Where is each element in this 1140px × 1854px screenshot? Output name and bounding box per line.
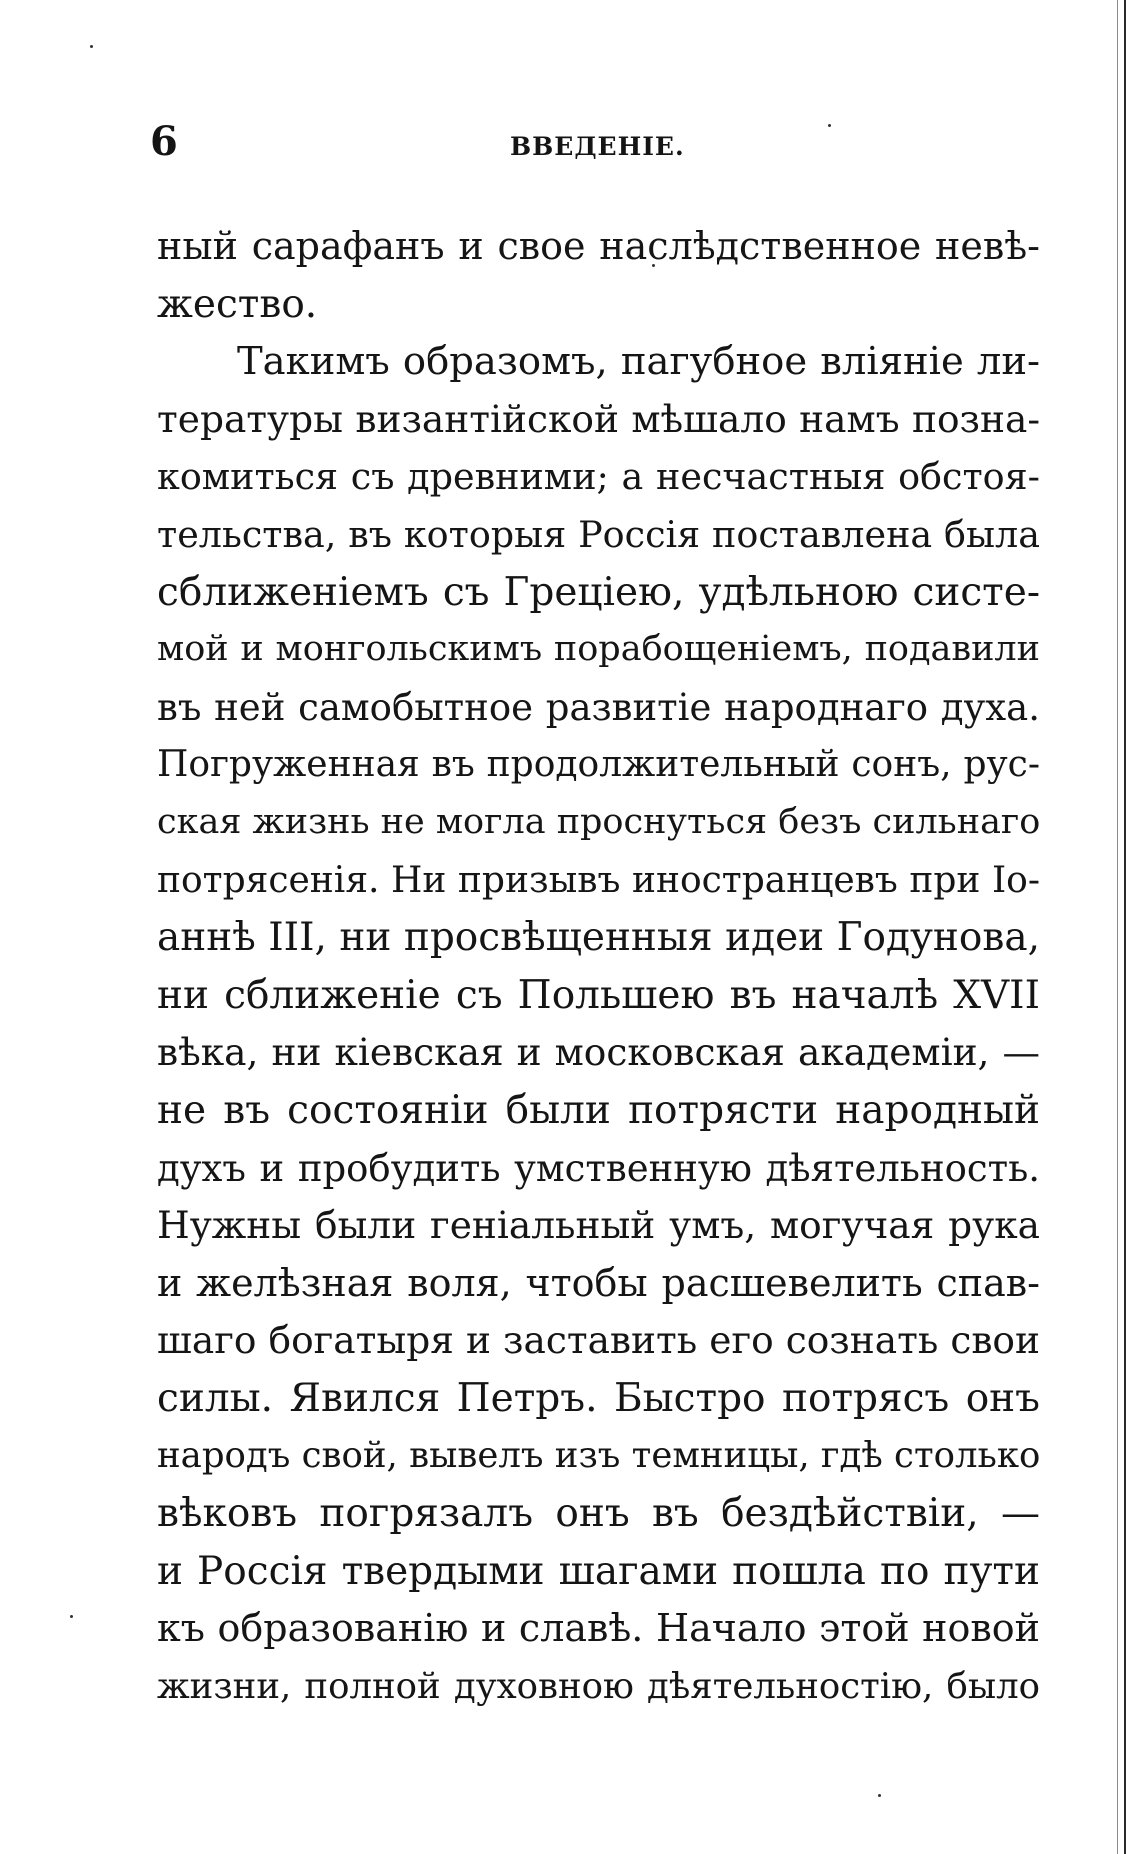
print-speck (878, 1794, 881, 1797)
text-line: къ образованію и славѣ. Начало этой новой (157, 1606, 1040, 1651)
text-line: духъ и пробудить умственную дѣятельность. (157, 1146, 1040, 1190)
text-line: комиться съ древними; а несчастныя обстоя- (157, 455, 1040, 499)
text-line: мой и монгольскимъ порабощеніемъ, подавили (157, 629, 1040, 670)
page-number: 6 (150, 118, 178, 165)
text-line: жество. (157, 281, 318, 327)
page-header (150, 118, 1040, 178)
text-line: ни сближеніе съ Польшею въ началѣ XVII (157, 972, 1040, 1018)
body-text (157, 218, 1040, 1715)
text-line: жизни, полной духовною дѣятельностію, было (157, 1665, 1040, 1707)
text-line: въ ней самобытное развитіе народнаго духа. (157, 685, 1040, 729)
text-line: вѣка, ни кіевская и московская академіи, — (157, 1030, 1040, 1075)
page-edge (1124, 0, 1126, 1854)
text-line: ская жизнь не могла проснуться безъ сильнаго (157, 801, 1040, 842)
text-line: вѣковъ погрязалъ онъ въ бездѣйствіи, — (157, 1491, 1040, 1537)
text-line: шаго богатыря и заставить его сознать свои (157, 1318, 1040, 1363)
page-edge-shadow (1117, 0, 1118, 1854)
text-line: и желѣзная воля, чтобы расшевелить спав- (157, 1260, 1040, 1305)
running-head: ВВЕДЕНIЕ. (510, 132, 685, 161)
text-line: аннѣ III, ни просвѣщенныя идеи Годунова, (157, 915, 1040, 961)
text-line: не въ состояніи были потрясти народный (157, 1087, 1040, 1133)
text-line: тельства, въ которыя Россія поставлена была (157, 512, 1040, 556)
text-line: тературы византійской мѣшало намъ позна- (157, 396, 1040, 441)
text-line: Нужны были геніальный умъ, могучая рука (157, 1203, 1040, 1248)
text-line: потрясенія. Ни призывъ иностранцевъ при Іо- (157, 859, 1040, 901)
print-speck (90, 45, 93, 48)
text-line: народъ свой, вывелъ изъ темницы, гдѣ столько (157, 1435, 1040, 1477)
print-speck (70, 1615, 73, 1618)
text-line: ный сарафанъ и свое наслѣдственное невѣ- (157, 224, 1040, 268)
text-line: Погруженная въ продолжительный сонъ, рус- (157, 744, 1040, 786)
text-line: сближеніемъ съ Греціею, удѣльною систе- (157, 569, 1040, 615)
paragraph-start-line: Такимъ образомъ, пагубное вліяніе ли- (237, 339, 1040, 385)
text-line: и Россія твердыми шагами пошла по пути (157, 1548, 1040, 1594)
text-line: силы. Явился Петръ. Быстро потрясъ онъ (157, 1375, 1040, 1421)
